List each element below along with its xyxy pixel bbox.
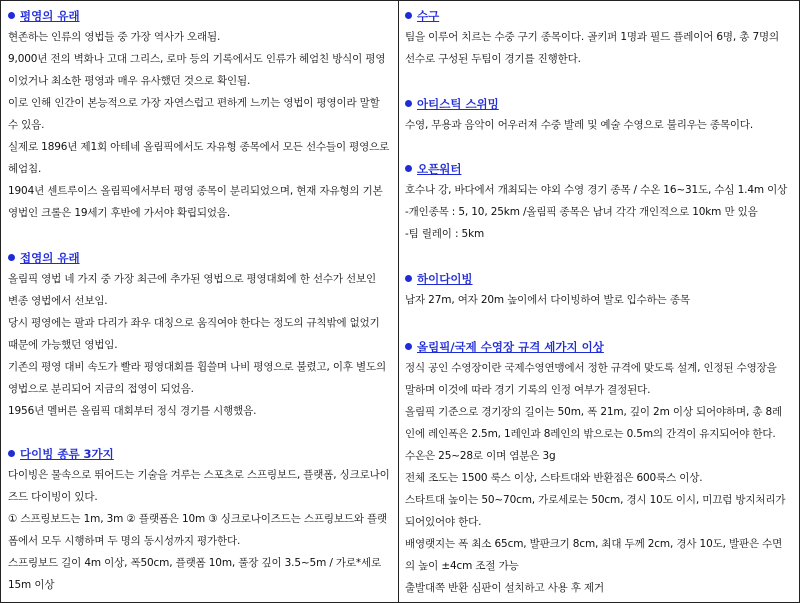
section-heading	[405, 6, 795, 26]
body-line: 1904년 센트루이스 올림픽에서부터 평영 종목이 분리되었으며, 현재 자유형의 기본	[8, 185, 383, 197]
body-line: 되어있어야 한다.	[405, 516, 482, 528]
body-line: 올림픽 기준으로 경기장의 길이는 50m, 폭 21m, 깊이 2m 이상 되어야하며, 총 8레	[405, 406, 783, 418]
section-title: 하이다이빙	[417, 272, 473, 286]
body-line: 선수로 구성된 두팀이 경기를 진행한다.	[405, 53, 581, 65]
bullet-icon	[405, 100, 412, 107]
body-line: 배영랫지는 폭 최소 65cm, 발판크기 8cm, 최대 두께 2cm, 경사 10도, 발판은 수면	[405, 538, 783, 550]
section-heading	[8, 444, 394, 464]
section-body	[405, 114, 795, 136]
section-body	[405, 357, 795, 599]
section-olympic-pool-spec	[399, 337, 799, 599]
body-line: 수 있음.	[8, 119, 45, 131]
bullet-icon	[8, 12, 15, 19]
section-title: 접영의 유래	[20, 251, 80, 265]
body-line: 의 높이 ±4cm 조절 가능	[405, 560, 519, 572]
right-column	[399, 1, 799, 602]
bullet-icon	[405, 165, 412, 172]
left-column	[1, 1, 399, 602]
body-line: 헤엄침.	[8, 163, 42, 175]
body-line: 다이빙은 물속으로 뛰어드는 기술을 겨루는 스포츠로 스프링보드, 플랫폼, 싱크로나이	[8, 469, 390, 481]
body-line: 현존하는 인류의 영법들 중 가장 역사가 오래됨.	[8, 31, 221, 43]
body-line: 정식 공인 수영장이란 국제수영연맹에서 정한 규격에 맞도록 설계, 인정된 수영장을	[405, 362, 777, 374]
section-freestyle-origin	[1, 6, 398, 224]
body-line: 스프링보드 길이 4m 이상, 폭50cm, 플랫폼 10m, 풀장 깊이 3.5~5m / 가로*세로	[8, 557, 381, 569]
bullet-icon	[8, 254, 15, 261]
body-line: 9,000년 전의 벽화나 고대 그리스, 로마 등의 기록에서도 인류가 헤엄친 방식이 평영	[8, 53, 386, 65]
section-heading	[405, 269, 795, 289]
section-body	[8, 268, 394, 422]
body-line: 수영, 무용과 음악이 어우러져 수중 발레 및 예술 수영으로 불리우는 종목이다.	[405, 119, 754, 131]
body-line: 호수나 강, 바다에서 개최되는 야외 수영 경기 종목 / 수온 16~31도, 수심 1.4m 이상	[405, 184, 788, 196]
body-line: 올림픽 영법 네 가지 중 가장 최근에 추가된 영법으로 평영대회에 한 선수가 선보인	[8, 273, 377, 285]
section-body	[8, 26, 394, 224]
body-line: 기존의 평영 대비 속도가 빨라 평영대회를 휩쓸며 나비 평영으로 불렸고, 이후 별도의	[8, 361, 387, 373]
body-line: -개인종목 : 5, 10, 25km /올림픽 종목은 남녀 각각 개인적으로 10km 만 있음	[405, 206, 758, 218]
section-title: 수구	[417, 9, 440, 23]
section-title: 평영의 유래	[20, 9, 80, 23]
section-body	[405, 179, 795, 245]
section-heading	[405, 159, 795, 179]
section-heading	[405, 94, 795, 114]
body-line: 출발대쪽 반환 심판이 설치하고 사용 후 제거	[405, 582, 604, 594]
section-title: 다이빙 종류 3가지	[20, 447, 114, 461]
body-line: 때문에 가능했던 영법임.	[8, 339, 118, 351]
body-line: 인에 레인폭은 2.5m, 1레인과 8레인의 밖으로는 0.5m의 간격이 유지되어야 한다.	[405, 428, 776, 440]
section-title: 오픈워터	[417, 162, 462, 176]
body-line: 당시 평영에는 팔과 다리가 좌우 대칭으로 움직여야 한다는 정도의 규칙밖에 없었기	[8, 317, 380, 329]
body-line: 수온은 25~28로 이며 염분은 3g	[405, 450, 556, 462]
section-body	[8, 464, 394, 596]
bullet-icon	[405, 12, 412, 19]
body-line: 폼에서 모두 시행하며 두 명의 동시성까지 평가한다.	[8, 535, 241, 547]
body-line: 이었거나 최소한 평영과 매우 유사했던 것으로 확인됨.	[8, 75, 251, 87]
section-artistic-swimming	[399, 94, 799, 136]
body-line: 영법인 크롤은 19세기 후반에 가서야 확립되었음.	[8, 207, 231, 219]
section-diving-types	[1, 444, 398, 596]
section-butterfly-origin	[1, 248, 398, 422]
section-body	[405, 289, 795, 311]
body-line: 말하며 이것에 따라 경기 기록의 인정 여부가 결정된다.	[405, 384, 651, 396]
body-line: ① 스프링보드는 1m, 3m ② 플랫폼은 10m ③ 싱크로나이즈드는 스프링보드와 플랫	[8, 513, 388, 525]
body-line: 남자 27m, 여자 20m 높이에서 다이빙하여 발로 입수하는 종목	[405, 294, 690, 306]
section-high-diving	[399, 269, 799, 311]
body-line: 실제로 1896년 제1회 아테네 올림픽에서도 자유형 종목에서 모든 선수들이 평영으로	[8, 141, 390, 153]
section-heading	[405, 337, 795, 357]
body-line: 15m 이상	[8, 579, 55, 591]
bullet-icon	[405, 275, 412, 282]
section-heading	[8, 6, 394, 26]
body-line: 이로 인해 인간이 본능적으로 가장 자연스럽고 편하게 느끼는 영법이 평영이라 말할	[8, 97, 380, 109]
section-open-water	[399, 159, 799, 245]
body-line: 전체 조도는 1500 룩스 이상, 스타트대와 반환점은 600룩스 이상.	[405, 472, 703, 484]
section-heading	[8, 248, 394, 268]
section-title: 올림픽/국제 수영장 규격 세가지 이상	[417, 340, 604, 354]
body-line: -팀 릴레이 : 5km	[405, 228, 485, 240]
body-line: 즈드 다이빙이 있다.	[8, 491, 98, 503]
section-body	[405, 26, 795, 70]
section-water-polo	[399, 6, 799, 70]
body-line: 영법으로 분리되어 지금의 접영이 되었음.	[8, 383, 194, 395]
body-line: 스타트대 높이는 50~70cm, 가로세로는 50cm, 경시 10도 이시, 미끄럼 방지처리가	[405, 494, 786, 506]
bullet-icon	[8, 450, 15, 457]
body-line: 변종 영법에서 선보임.	[8, 295, 108, 307]
section-title: 아티스틱 스위밍	[417, 97, 499, 111]
body-line: 1956년 멜버른 올림픽 대회부터 정식 경기를 시행했음.	[8, 405, 257, 417]
bullet-icon	[405, 343, 412, 350]
body-line: 팀을 이루어 치르는 수중 구기 종목이다. 골키퍼 1명과 필드 플레이어 6명, 총 7명의	[405, 31, 780, 43]
